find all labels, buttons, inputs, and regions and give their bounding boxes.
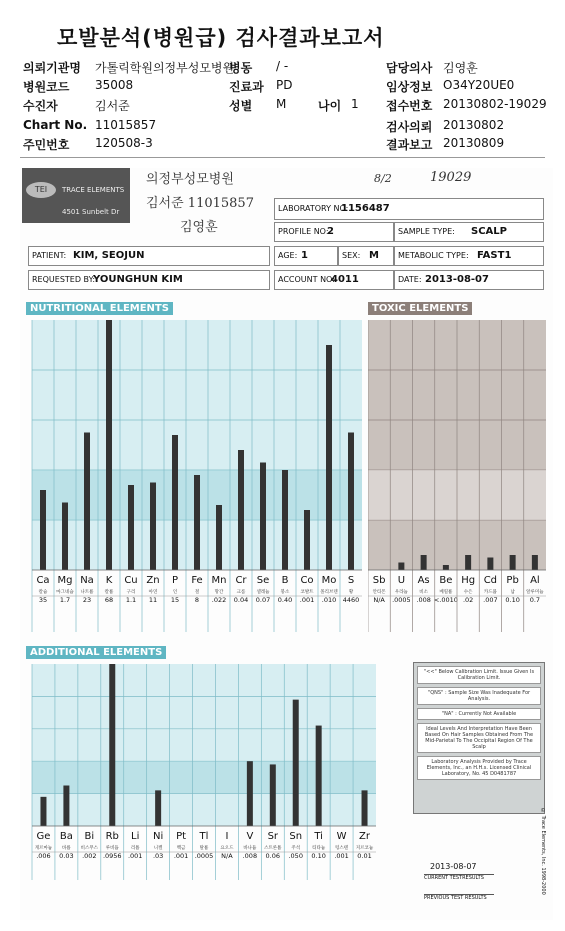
value-label: .001: [127, 852, 143, 860]
logo-text: TRACE ELEMENTS: [62, 186, 125, 194]
bar: [128, 485, 134, 570]
category-label: P: [171, 575, 179, 586]
category-label: Be: [439, 575, 453, 586]
value-label: .008: [416, 596, 431, 604]
legend-note: "QNS" : Sample Size Was Inadequate For Analysis.: [417, 687, 541, 705]
category-label: Ge: [36, 831, 51, 842]
value-label: .0005: [392, 596, 411, 604]
value-label: .050: [288, 852, 303, 860]
bar: [348, 433, 354, 571]
value-label: .007: [483, 596, 498, 604]
category-label: As: [417, 575, 430, 586]
requested-box: REQUESTED BY: YOUNGHUN KIM: [28, 270, 270, 290]
copyright: © Trace Elements, Inc. 1998-2000: [540, 808, 546, 895]
header-label: 의뢰기관명: [23, 61, 81, 75]
value-label: .0005: [194, 852, 214, 860]
plot-area: [32, 664, 376, 826]
category-korean-label: 코발트: [300, 590, 314, 595]
bar: [260, 463, 266, 571]
header-label: 담당의사: [386, 61, 433, 75]
category-label: Mo: [321, 575, 337, 586]
category-korean-label: 게르마늄: [34, 846, 53, 851]
category-korean-label: 마그네슘: [56, 590, 74, 595]
legend-note: "<<" Below Calibration Limit. Issue Given Is Calibration Limit.: [417, 666, 541, 684]
header-label: 나이: [318, 99, 342, 113]
category-label: Al: [530, 575, 540, 586]
value-label: 0.06: [265, 852, 281, 860]
category-label: V: [246, 831, 254, 842]
account-box: ACCOUNT NO: 4011: [274, 270, 394, 290]
bar: [362, 790, 368, 826]
profile-box: PROFILE NO: 2: [274, 222, 394, 242]
category-korean-label: 나트륨: [80, 590, 94, 595]
value-label: 4460: [342, 596, 360, 604]
category-korean-label: 크롬: [236, 590, 246, 595]
header-label: Chart No.: [23, 118, 88, 132]
category-korean-label: 납: [510, 590, 515, 595]
header-value: 가톨릭학원의정부성모병원: [95, 61, 235, 75]
header-value: 11015857: [95, 118, 157, 132]
lab-logo: [22, 168, 130, 223]
value-label: 0.10: [505, 596, 520, 604]
report-title: 모발분석(병원급) 검사결과보고서: [57, 26, 385, 50]
category-korean-label: 셀레늄: [256, 590, 270, 595]
current-results-label: CURRENT TESTRESULTS: [424, 874, 494, 881]
bar: [270, 764, 276, 826]
category-korean-label: 백금: [176, 846, 186, 851]
category-label: Ni: [153, 831, 164, 842]
category-label: Pt: [176, 831, 187, 842]
value-label: .022: [211, 596, 227, 604]
header-value: 35008: [95, 78, 134, 92]
bar: [216, 505, 222, 570]
category-korean-label: 철: [194, 590, 200, 595]
patient-box: PATIENT: KIM, SEOJUN: [28, 246, 270, 266]
header-value: PD: [276, 78, 293, 92]
category-korean-label: 베릴륨: [439, 590, 453, 595]
value-label: 0.04: [233, 596, 249, 604]
header-label: 병원코드: [23, 80, 70, 94]
value-label: .001: [173, 852, 189, 860]
bar: [84, 433, 90, 571]
category-korean-label: 비소: [419, 590, 428, 595]
bar: [172, 435, 178, 570]
value-label: .001: [299, 596, 315, 604]
category-label: Fe: [191, 575, 203, 586]
value-label: .02: [462, 596, 474, 604]
category-korean-label: 구리: [126, 590, 136, 595]
category-label: Mg: [57, 575, 73, 586]
header-value: 20130809: [443, 136, 505, 150]
category-korean-label: 칼슘: [38, 590, 48, 595]
bar: [398, 563, 404, 571]
value-label: 8: [194, 596, 200, 604]
category-label: Tl: [199, 831, 209, 842]
header-label: 결과보고: [386, 138, 433, 152]
category-label: I: [225, 831, 229, 842]
bar: [487, 558, 493, 571]
category-label: Bi: [84, 831, 95, 842]
header-value: 김서준: [95, 99, 130, 113]
header-value: 1: [351, 97, 359, 111]
category-label: Cd: [483, 575, 498, 586]
previous-results-label: PREVIOUS TEST RESULTS: [424, 894, 494, 901]
category-korean-label: 요오드: [220, 846, 234, 851]
bar: [194, 475, 200, 570]
category-korean-label: 인: [172, 590, 178, 595]
category-korean-label: 우라늄: [394, 590, 408, 595]
report-date: 2013-08-07: [430, 862, 477, 871]
bar: [109, 664, 115, 826]
value-label: 35: [38, 596, 48, 604]
category-korean-label: 탈륨: [199, 846, 209, 851]
bar: [316, 726, 322, 826]
category-korean-label: 루비듐: [105, 846, 119, 851]
value-label: 0.03: [59, 852, 74, 860]
category-korean-label: 카드뮴: [483, 590, 497, 595]
bar: [443, 565, 449, 570]
sample-box: SAMPLE TYPE: SCALP: [394, 222, 544, 242]
tei-logo-icon: TEI: [26, 182, 56, 198]
nutritional-title: NUTRITIONAL ELEMENTS: [26, 302, 173, 315]
value-label: 0.10: [311, 852, 326, 860]
bar: [62, 503, 68, 571]
lab-no-box: LABORATORY NO: 1156487: [274, 198, 544, 220]
category-korean-label: 지르코늄: [355, 846, 374, 851]
category-label: Zr: [359, 831, 371, 842]
handwritten-number: 19029: [430, 170, 472, 185]
bar: [465, 555, 471, 570]
header-value: M: [276, 97, 287, 111]
bar: [150, 483, 156, 571]
category-label: Cu: [124, 575, 138, 586]
category-korean-label: 아연: [148, 590, 158, 595]
category-label: Hg: [461, 575, 476, 586]
category-label: S: [347, 575, 355, 586]
value-label: 15: [170, 596, 180, 604]
value-label: .008: [242, 852, 258, 860]
category-korean-label: 티타늄: [312, 846, 326, 851]
category-label: Ca: [36, 575, 50, 586]
category-korean-label: 니켈: [153, 846, 163, 851]
category-label: Rb: [105, 831, 119, 842]
category-korean-label: 리튬: [130, 846, 140, 851]
legend-note: Laboratory Analysis Provided by Trace Elements, Inc., an H.H.s. Licensed Clinical Laboratory, No. 45 D0481787: [417, 756, 541, 780]
stamp-patient: 김서준 11015857: [146, 196, 254, 211]
value-label: 1.1: [125, 596, 137, 604]
value-label: .002: [82, 852, 97, 860]
category-korean-label: 안티몬: [372, 590, 386, 595]
logo-sub: 4501 Sunbelt Dr: [62, 208, 120, 216]
category-label: Na: [80, 575, 94, 586]
value-label: .010: [321, 596, 337, 604]
toxic-chart: [368, 314, 546, 632]
bar: [510, 555, 516, 570]
header-value: 20130802-19029: [443, 97, 547, 111]
header-value: 120508-3: [95, 136, 153, 150]
stamp-hospital: 의정부성모병원: [146, 172, 234, 187]
category-korean-label: 바나듐: [243, 846, 257, 851]
value-label: 0.40: [277, 596, 293, 604]
category-label: Co: [300, 575, 314, 586]
header-label: 검사의뢰: [386, 120, 433, 134]
nutritional-chart: [26, 314, 362, 632]
bar: [238, 450, 244, 570]
header-label: 수진자: [23, 99, 58, 113]
scanned-form: [20, 168, 553, 920]
sex-box: SEX: M: [338, 246, 394, 266]
reference-band: [32, 761, 376, 793]
category-korean-label: 스트론튬: [264, 846, 282, 851]
legend-note: "NA" : Currently Not Available: [417, 708, 541, 720]
category-korean-label: 망간: [214, 590, 224, 595]
header-label: 주민번호: [23, 138, 70, 152]
bar: [532, 555, 538, 570]
category-korean-label: 알루미늄: [526, 590, 544, 595]
value-label: .006: [36, 852, 51, 860]
category-label: B: [281, 575, 289, 586]
category-korean-label: 황: [348, 590, 354, 595]
metabolic-box: METABOLIC TYPE: FAST1: [394, 246, 544, 266]
category-label: K: [105, 575, 113, 586]
category-label: W: [336, 831, 347, 842]
category-label: Mn: [211, 575, 227, 586]
category-label: Ba: [59, 831, 73, 842]
value-label: 0.01: [357, 852, 372, 860]
bar: [40, 797, 46, 826]
header-value: 20130802: [443, 118, 505, 132]
value-label: 11: [148, 596, 158, 604]
value-label: .001: [334, 852, 349, 860]
value-label: 23: [82, 596, 92, 604]
legend-notes: [413, 662, 545, 814]
header-label: 성별: [229, 99, 253, 113]
bar: [293, 700, 299, 826]
value-label: 68: [104, 596, 114, 604]
bar: [106, 320, 112, 570]
header-label: 접수번호: [386, 99, 433, 113]
category-korean-label: 붕소: [280, 590, 290, 595]
category-label: Ti: [314, 831, 323, 842]
value-label: <.0010: [433, 596, 458, 604]
category-korean-label: 몰리브덴: [320, 590, 338, 595]
category-korean-label: 칼륨: [104, 590, 114, 595]
bar: [247, 761, 253, 826]
bar: [326, 345, 332, 570]
header-value: 김영훈: [443, 61, 478, 75]
category-korean-label: 바륨: [62, 846, 71, 851]
header-label: 병동: [229, 61, 253, 75]
bar: [63, 786, 69, 827]
header-label: 임상정보: [386, 80, 433, 94]
value-label: N/A: [373, 596, 385, 604]
bar: [155, 790, 161, 826]
category-label: Sr: [267, 831, 279, 842]
category-korean-label: 수은: [463, 590, 473, 595]
category-label: Se: [256, 575, 270, 586]
toxic-title: TOXIC ELEMENTS: [368, 302, 472, 315]
value-label: 0.7: [529, 596, 541, 604]
header-value: O34Y20UE0: [443, 78, 515, 92]
category-label: Zn: [146, 575, 160, 586]
category-label: Li: [131, 831, 140, 842]
handwritten-date: 8/2: [374, 172, 392, 185]
additional-title: ADDITIONAL ELEMENTS: [26, 646, 166, 659]
category-korean-label: 비스무스: [80, 846, 99, 851]
category-korean-label: 텅스텐: [335, 846, 349, 851]
date-box: DATE: 2013-08-07: [394, 270, 544, 290]
category-korean-label: 주석: [291, 846, 301, 851]
value-label: 0.07: [255, 596, 271, 604]
category-label: Sn: [289, 831, 303, 842]
stamp-doctor: 김영훈: [180, 220, 218, 235]
category-label: U: [397, 575, 406, 586]
additional-chart: [26, 658, 376, 880]
category-label: Cr: [235, 575, 247, 586]
bar: [40, 490, 46, 570]
value-label: 1.7: [59, 596, 71, 604]
value-label: N/A: [221, 852, 233, 860]
category-label: Sb: [372, 575, 386, 586]
value-label: .0956: [102, 852, 122, 860]
age-box: AGE: 1: [274, 246, 338, 266]
bar: [282, 470, 288, 570]
header-value: / -: [276, 59, 289, 73]
legend-note: Ideal Levels And Interpretation Have Been Based On Hair Samples Obtained From The Mid-Parietal To The Occipital Region Of The Scalp: [417, 723, 541, 753]
category-label: Pb: [506, 575, 519, 586]
header-label: 진료과: [229, 80, 264, 94]
value-label: .03: [152, 852, 164, 860]
bar: [304, 510, 310, 570]
bar: [421, 555, 427, 570]
divider: [20, 157, 545, 158]
